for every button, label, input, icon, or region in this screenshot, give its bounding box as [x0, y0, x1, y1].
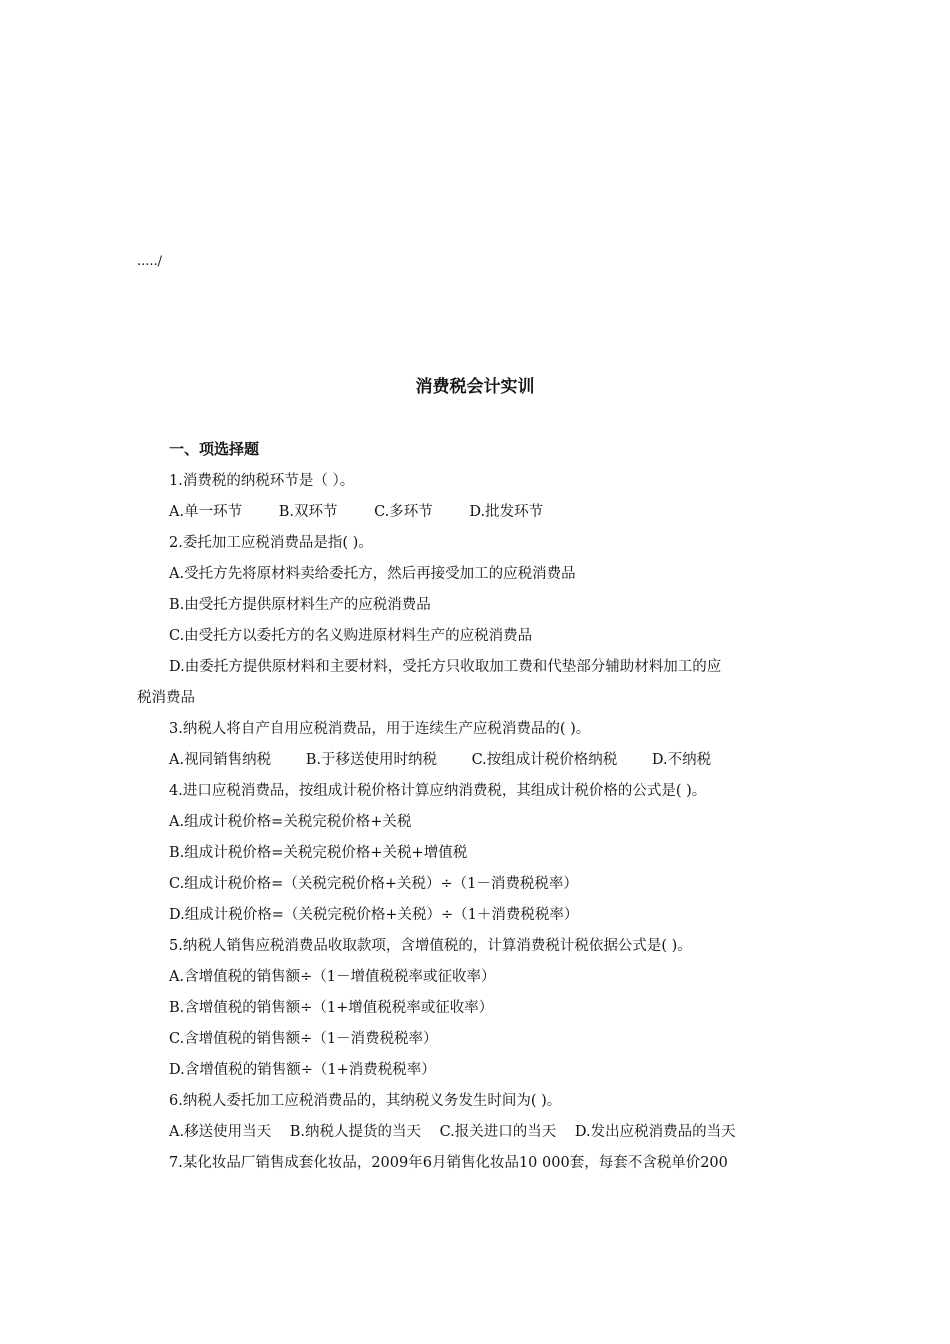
- question-4-option-a: A.组成计税价格=关税完税价格+关税: [169, 814, 412, 830]
- question-2-option-c: C.由受托方以委托方的名义购进原材料生产的应税消费品: [169, 628, 533, 644]
- question-3-options: [137, 745, 817, 776]
- question-4-option-d: D.组成计税价格=（关税完税价格+关税）÷（1＋消费税税率）: [169, 907, 579, 923]
- question-6-options: [137, 1117, 817, 1148]
- question-2-option-d: D.由委托方提供原材料和主要材料，受托方只收取加工费和代垫部分辅助材料加工的应: [169, 659, 722, 675]
- document-title: 消费税会计实训: [415, 377, 535, 397]
- question-6-option-b: B.纳税人提货的当天: [289, 1124, 421, 1140]
- question-6-option-a: A.移送使用当天: [169, 1124, 272, 1140]
- question-7-stem: 7.某化妆品厂销售成套化妆品，2009年6月销售化妆品10 000套，每套不含税单价200: [169, 1155, 728, 1171]
- section-heading: 一、项选择题: [169, 440, 260, 458]
- question-2-option-b: B.由受托方提供原材料生产的应税消费品: [169, 597, 431, 613]
- question-3-option-a: A.视同销售纳税: [169, 752, 272, 768]
- question-6-option-c: C.报关进口的当天: [439, 1124, 557, 1140]
- question-6-stem: 6.纳税人委托加工应税消费品的，其纳税义务发生时间为( )。: [169, 1093, 562, 1109]
- question-2-stem: 2.委托加工应税消费品是指( )。: [169, 535, 373, 551]
- header-mark: ...../: [137, 254, 163, 269]
- question-5-option-c: C.含增值税的销售额÷（1－消费税税率）: [169, 1031, 438, 1047]
- question-1-stem: 1.消费税的纳税环节是（ ）。: [169, 473, 355, 489]
- question-list: [137, 466, 817, 1179]
- question-5-stem: 5.纳税人销售应税消费品收取款项，含增值税的，计算消费税计税依据公式是( )。: [169, 938, 692, 954]
- question-3-option-b: B.于移送使用时纳税: [305, 752, 437, 768]
- question-2-option-d-continued: 税消费品: [137, 690, 195, 706]
- question-4-stem: 4.进口应税消费品，按组成计税价格计算应纳消费税，其组成计税价格的公式是( )。: [169, 783, 707, 799]
- question-2-option-a: A.受托方先将原材料卖给委托方，然后再接受加工的应税消费品: [169, 566, 576, 582]
- question-1-option-c: C.多环节: [374, 504, 433, 520]
- question-4-option-c: C.组成计税价格=（关税完税价格+关税）÷（1－消费税税率）: [169, 876, 578, 892]
- question-4-option-b: B.组成计税价格=关税完税价格+关税+增值税: [169, 845, 468, 861]
- question-3-stem: 3.纳税人将自产自用应税消费品，用于连续生产应税消费品的( )。: [169, 721, 591, 737]
- question-1-option-b: B.双环节: [278, 504, 338, 520]
- question-3-option-d: D.不纳税: [651, 752, 712, 768]
- question-3-option-c: C.按组成计税价格纳税: [471, 752, 618, 768]
- question-6-option-d: D.发出应税消费品的当天: [574, 1124, 736, 1140]
- question-5-option-a: A.含增值税的销售额÷（1－增值税税率或征收率）: [169, 969, 496, 985]
- question-1-option-d: D.批发环节: [469, 504, 544, 520]
- question-5-option-d: D.含增值税的销售额÷（1+消费税税率）: [169, 1062, 436, 1078]
- question-1-option-a: A.单一环节: [169, 504, 243, 520]
- question-1-options: [137, 497, 817, 528]
- question-5-option-b: B.含增值税的销售额÷（1+增值税税率或征收率）: [169, 1000, 494, 1016]
